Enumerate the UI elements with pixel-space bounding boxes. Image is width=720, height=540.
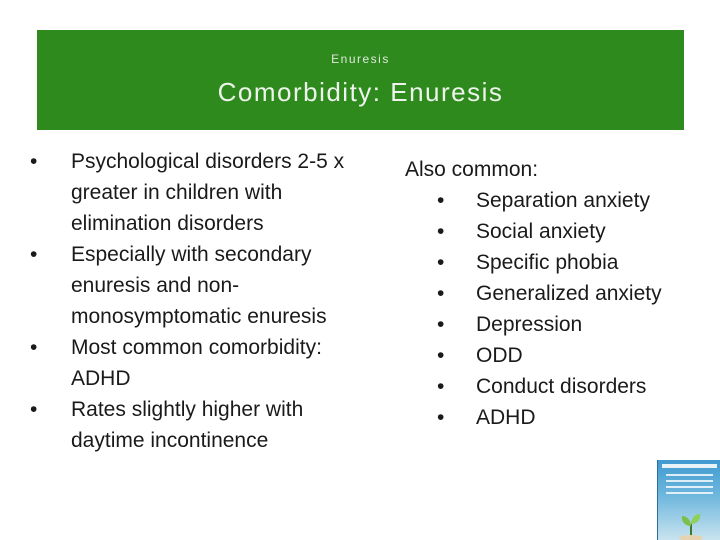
item-text: Specific phobia [476,251,619,274]
bullet-icon: • [437,282,445,305]
bullet-icon: • [437,189,445,212]
bullet-text: Psychological disorders 2-5 x greater in children with elimination disorders [71,150,345,235]
list-item [26,239,371,332]
comorbidity-list [405,185,705,433]
right-column [405,154,705,433]
left-bullet-list [26,146,371,456]
bullet-icon: • [437,220,445,243]
bullet-icon: • [30,150,38,173]
slide-title: Comorbidity: Enuresis [217,77,504,107]
book-cover-image [657,460,720,540]
list-item [405,185,705,216]
bullet-icon: • [30,243,38,266]
bullet-icon: • [437,313,445,336]
bullet-text: Rates slightly higher with daytime incontinence [71,398,304,452]
bullet-icon: • [30,398,38,421]
list-item [26,146,371,239]
book-title-line [666,492,713,494]
bullet-text: Especially with secondary enuresis and non-monosymptomatic enuresis [71,243,327,328]
list-item [26,332,371,394]
seedling-icon [676,510,706,540]
item-text: Social anxiety [476,220,606,243]
bullet-icon: • [437,406,445,429]
item-text: Conduct disorders [476,375,647,398]
item-text: Depression [476,313,583,336]
item-text: Separation anxiety [476,189,650,212]
list-item [405,402,705,433]
item-text: ADHD [476,406,536,429]
book-title-line [666,480,713,482]
also-common-heading: Also common: [405,158,539,181]
bullet-text: Most common comorbidity: ADHD [71,336,322,390]
book-title-line [666,474,713,476]
list-item [405,216,705,247]
list-item [405,371,705,402]
list-item [405,278,705,309]
item-text: ODD [476,344,523,367]
list-item [405,309,705,340]
bullet-icon: • [437,251,445,274]
title-banner [37,30,684,130]
list-item [405,340,705,371]
bullet-icon: • [437,375,445,398]
book-title-strip [662,464,717,468]
item-text: Generalized anxiety [476,282,662,305]
bullet-icon: • [437,344,445,367]
list-item [405,247,705,278]
bullet-icon: • [30,336,38,359]
list-item [26,394,371,456]
book-title-line [666,486,713,488]
section-label: Enuresis [331,52,390,66]
